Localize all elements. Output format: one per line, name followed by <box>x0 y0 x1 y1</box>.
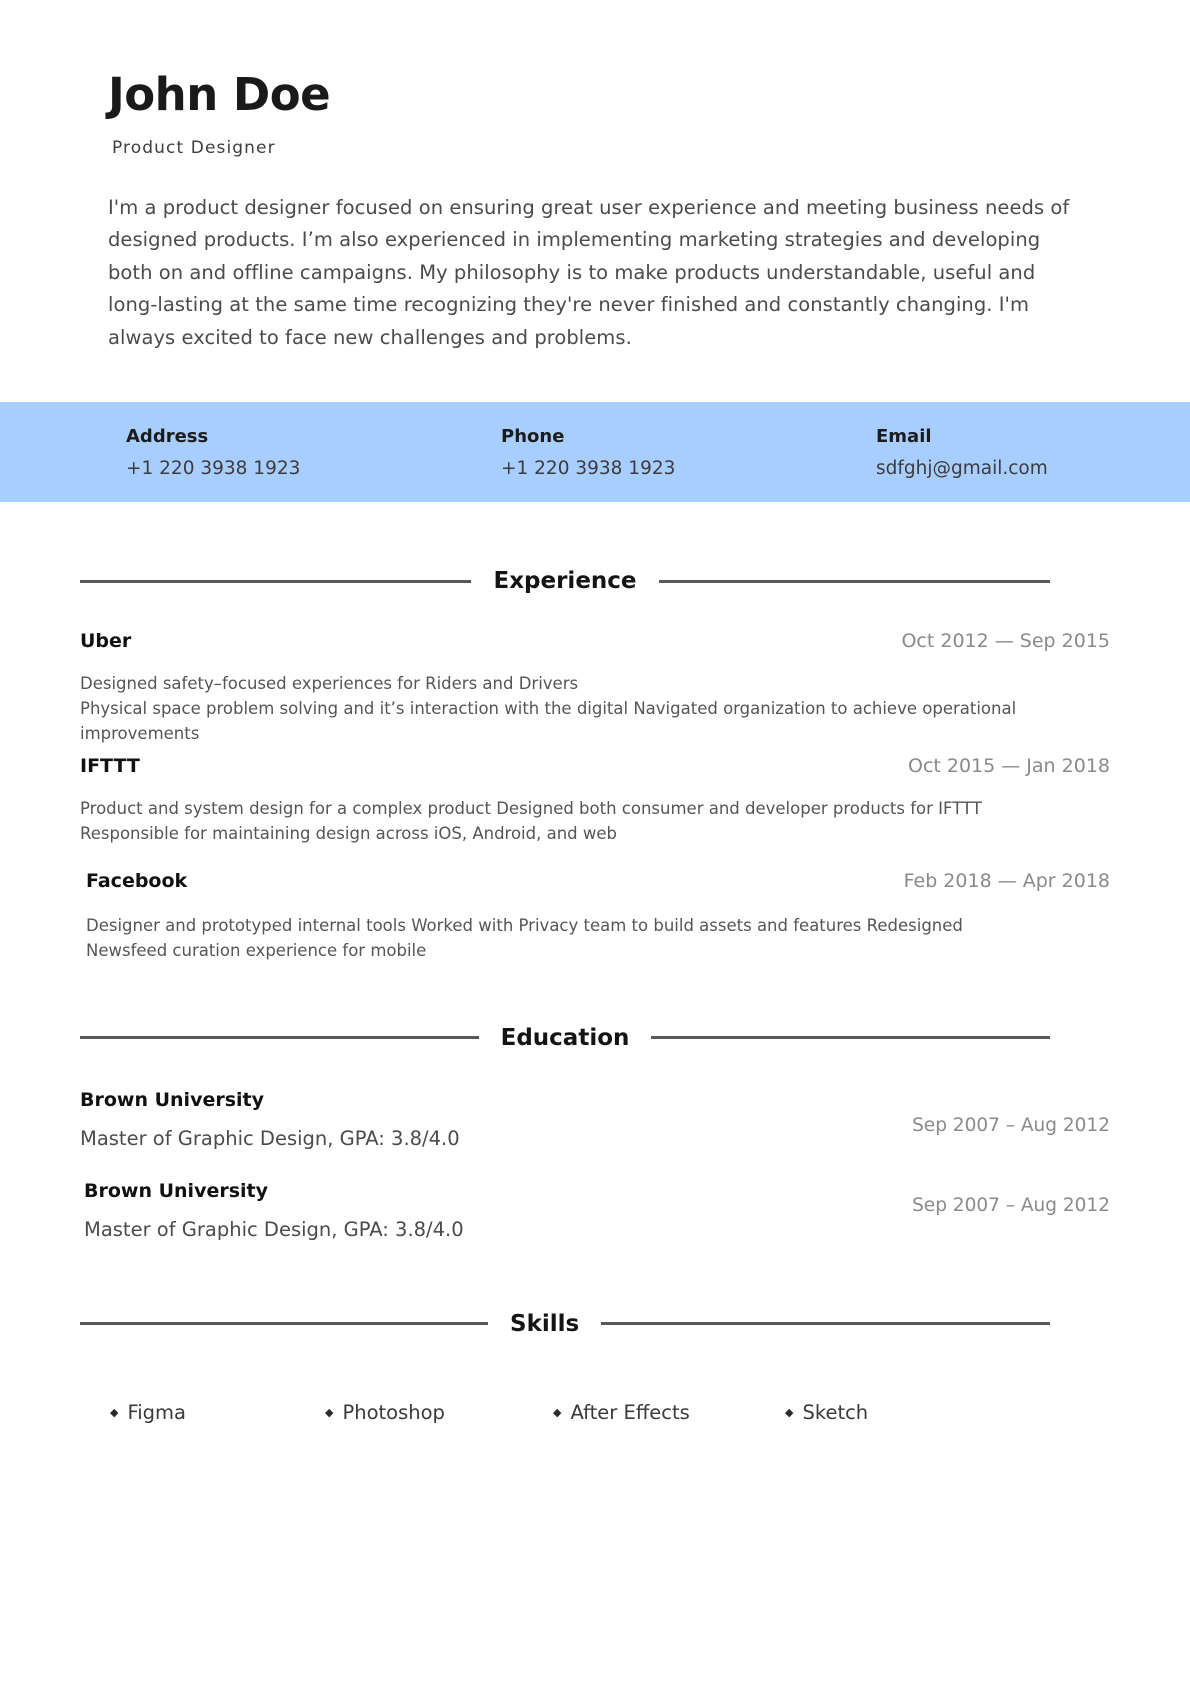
skill-item <box>553 1401 785 1424</box>
education-section-header <box>0 1025 1190 1051</box>
experience-description: Designed safety–focused experiences for Riders and Drivers Physical space problem solving and it’s interaction with the digital Navigated organization to achieve operational improvements <box>80 674 1017 744</box>
contact-address-value: +1 220 3938 1923 <box>126 457 301 479</box>
experience-entry <box>80 755 1110 846</box>
skill-item <box>785 1401 868 1424</box>
rule-left <box>80 1036 479 1039</box>
contact-email-value[interactable]: sdfghj@gmail.com <box>876 457 1048 479</box>
rule-right <box>651 1036 1050 1039</box>
contact-email-label: Email <box>876 425 932 447</box>
skill-item <box>110 1401 325 1424</box>
education-entry <box>80 1089 1110 1150</box>
experience-section-header <box>0 568 1190 594</box>
rule-right <box>659 580 1050 583</box>
experience-entry <box>80 630 1110 746</box>
diamond-bullet-icon: ◆ <box>110 1405 119 1419</box>
rule-right <box>601 1322 1050 1325</box>
experience-org: Facebook <box>86 869 188 892</box>
education-degree: Master of Graphic Design, GPA: 3.8/4.0 <box>84 1217 464 1241</box>
education-list <box>0 1089 1190 1241</box>
skills-section-header <box>0 1311 1190 1337</box>
contact-address-label: Address <box>126 425 209 447</box>
experience-date: Oct 2012 — Sep 2015 <box>901 630 1110 653</box>
experience-list <box>0 630 1190 963</box>
skill-label: Figma <box>127 1400 187 1424</box>
contact-band <box>0 402 1190 502</box>
skill-item <box>325 1401 553 1424</box>
experience-org: IFTTT <box>80 754 140 777</box>
education-entry <box>80 1180 1110 1241</box>
resume-header <box>0 0 1190 354</box>
rule-left <box>80 580 471 583</box>
experience-description: Designer and prototyped internal tools Worked with Privacy team to build assets and features Redesigned Newsfeed curation experience for mobile <box>86 915 963 960</box>
experience-entry <box>80 870 1110 963</box>
contact-email <box>876 426 1048 479</box>
experience-description: Product and system design for a complex product Designed both consumer and developer products for IFTTT Responsible for maintaining design across iOS, Android, and web <box>80 798 982 843</box>
experience-date: Feb 2018 — Apr 2018 <box>903 869 1110 892</box>
education-org: Brown University <box>84 1179 268 1202</box>
rule-left <box>80 1322 488 1325</box>
candidate-role: Product Designer <box>112 137 276 158</box>
skill-label: Sketch <box>802 1400 869 1424</box>
experience-org: Uber <box>80 630 132 653</box>
skills-title: Skills <box>510 1310 580 1337</box>
contact-phone-value: +1 220 3938 1923 <box>501 457 676 479</box>
skill-label: After Effects <box>570 1400 690 1424</box>
education-degree: Master of Graphic Design, GPA: 3.8/4.0 <box>80 1126 460 1150</box>
diamond-bullet-icon: ◆ <box>785 1405 794 1419</box>
contact-phone-label: Phone <box>501 425 565 447</box>
education-title: Education <box>500 1024 630 1051</box>
skills-list <box>0 1401 1190 1424</box>
candidate-name: John Doe <box>108 68 331 121</box>
experience-date: Oct 2015 — Jan 2018 <box>907 754 1110 777</box>
experience-title: Experience <box>493 568 637 595</box>
diamond-bullet-icon: ◆ <box>553 1405 562 1419</box>
candidate-summary: I'm a product designer focused on ensuring great user experience and meeting business needs of designed products. I’m also experienced in implementing marketing strategies and developing both on and offline campaigns. My philosophy is to make products understandable, useful and long-lasting at the same time recognizing they're never finished and constantly changing. I'm always excited to face new challenges and problems. <box>108 195 1070 349</box>
contact-phone <box>501 426 876 479</box>
skill-label: Photoshop <box>342 1400 445 1424</box>
education-date: Sep 2007 – Aug 2012 <box>912 1194 1110 1216</box>
education-org: Brown University <box>80 1088 264 1111</box>
diamond-bullet-icon: ◆ <box>325 1405 334 1419</box>
contact-address <box>126 426 501 479</box>
education-date: Sep 2007 – Aug 2012 <box>912 1114 1110 1136</box>
